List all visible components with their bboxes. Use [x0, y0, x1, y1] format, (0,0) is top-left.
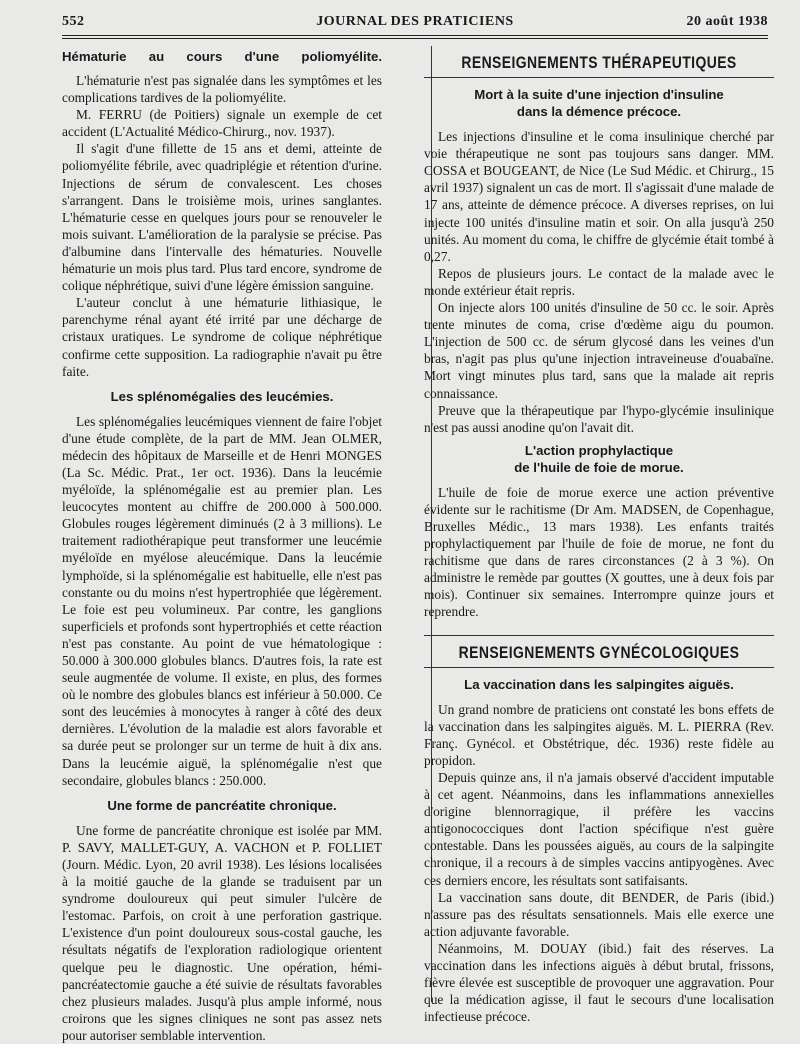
- section-title-therapeutiques: RENSEIGNEMENTS THÉRAPEUTIQUES: [461, 53, 737, 72]
- paragraph: L'hématurie n'est pas signalée dans les symptômes et les complications tardives de la poliomyélite.: [62, 73, 382, 106]
- paragraph: Preuve que la thérapeutique par l'hypo-glycémie insulinique n'est pas aussi anodine qu'on l'avait dit.: [424, 402, 774, 435]
- header-rule-thick: [62, 35, 768, 36]
- paragraph: Une forme de pancréatite chronique est isolée par MM. P. SAVY, MALLET-GUY, A. VACHON et P. FOLLIET (Journ. Médic. Lyon, 20 avril 1938). Les lésions localisées à la moitié gauche de la glande se traduisent par un syndrome douloureux qui peut simuler l'ulcère de l'estomac. Parfois, on croit à une perforation gastrique. L'existence d'un point douloureux sous-costal gauche, les résultats négatifs de l'exploration radiologique orientent quelque peu le diagnostic. Une opération, hémi-pancréatectomie gauche a été suivie de résultats favorables chez plusieurs malades. Jusqu'à plus ample informé, nous croirons que les signes cliniques ne sont pas assez nets pour autoriser semblable intervention.: [62, 822, 382, 1043]
- paragraph: L'huile de foie de morue exerce une action préventive évidente sur le rachitisme (Dr Am. MADSEN, de Copenhague, Bruxelles Médic., 13 mars 1938). Les enfants traités prophylactiquement par l'huile de foie de morue, ne font du rachitisme que dans de rares circonstances (2 à 3 %). On administre le remède par gouttes (X gouttes, une à deux fois par mois). Continuer six semaines. Interrompre quinze jours et reprendre.: [424, 484, 774, 620]
- section-box-gynecologiques: [424, 635, 774, 668]
- section-box-therapeutiques: [424, 48, 774, 78]
- heading-line: de l'huile de foie de morue.: [514, 459, 684, 475]
- heading-hematurie: Hématurie au cours d'une poliomyélite.: [62, 49, 382, 64]
- paragraph: Néanmoins, M. DOUAY (ibid.) fait des réserves. La vaccination dans les infections aiguës à début brutal, frissons, fièvre élevée est susceptible de provoquer une aggravation. Pour que la médication agisse, il faut le secours d'une localisation infectieuse précoce.: [424, 940, 774, 1025]
- journal-title: JOURNAL DES PRATICIENS: [316, 14, 514, 29]
- header-rule-thin: [62, 38, 768, 39]
- right-column: [424, 48, 774, 1025]
- paragraph: Un grand nombre de praticiens ont constaté les bons effets de la vaccination dans les salpingites aiguës. M. L. PIERRA (Rev. Franç. Gynécol. et Obstétrique, déc. 1936) reste fidèle au propidon.: [424, 701, 774, 768]
- running-header: [62, 14, 768, 36]
- paragraph: La vaccination sans doute, dit BENDER, de Paris (ibid.) n'assure pas des résultats sensationnels. Mais elle exerce une action adjuvante favorable.: [424, 889, 774, 939]
- heading-line: L'action prophylactique: [524, 442, 674, 458]
- paragraph: Repos de plusieurs jours. Le contact de la malade avec le monde extérieur était repris.: [424, 265, 774, 298]
- section-title-gynecologiques: RENSEIGNEMENTS GYNÉCOLOGIQUES: [458, 642, 740, 662]
- heading-splenomegalies: Les splénomégalies des leucémies.: [110, 388, 334, 404]
- paragraph: Les injections d'insuline et le coma insulinique cherché par voie thérapeutique ne sont pas toujours sans danger. MM. COSSA et BOUGEANT, de Nice (Le Sud Médic. et Chirurg., 15 avril 1937) signalent un cas de mort. Il s'agissait d'une malade de 17 ans, atteinte de démence précoce. A diverses reprises, on lui injecte 100 unités d'insuline matin et soir. On alla jusqu'à 250 unités. Au moment du coma, le chiffre de glycémie était tombé à 0,27.: [424, 129, 774, 264]
- paragraph: On injecte alors 100 unités d'insuline de 50 cc. le soir. Après trente minutes de coma, crise d'œdème aigu du poumon. L'injection de 500 cc. de sérum glycosé dans les veines d'un bras, n'agit pas plus qu'une injection intraveineuse d'ouabaïne. Mort vingt minutes plus tard, sans que la malade ait repris connaissance.: [424, 300, 774, 401]
- paragraph: Depuis quinze ans, il n'a jamais observé d'accident imputable à cet agent. Néanmoins, dans les inflammations annexielles d'origine blennorragique, il préfère les vaccins antigonococciques dont l'action spécifique n'est guère contestable. Dans les poussées aiguës, au cours de la salpingite chronique, il a recours à de simples vaccins antipyogènes. Avec ces derniers encore, les résultats sont satifaisants.: [424, 770, 774, 888]
- page-number: 552: [62, 14, 85, 29]
- heading-vaccination: La vaccination dans les salpingites aiguës.: [464, 676, 734, 692]
- left-column: [62, 48, 382, 1044]
- heading-insuline: [424, 86, 774, 120]
- heading-pancreatite: Une forme de pancréatite chronique.: [107, 797, 337, 813]
- heading-huile-foie-morue: [424, 442, 774, 476]
- issue-date: 20 août 1938: [686, 14, 768, 29]
- paragraph: Il s'agit d'une fillette de 15 ans et demi, atteinte de poliomyélite fébrile, avec quadriplégie et rétention d'urine. Injections de sérum de convalescent. Les choses s'arrangent. Dans le troisième mois, urines sanglantes. L'hématurie cesse en quelques jours pour se renouveler le mois suivant. L'amélioration de la paralysie se précise. Pas d'albumine dans l'intervalle des hématuries. Nouvelle hématurie un mois plus tard. Plus tard encore, syndrome de colique néphrétique, suivi d'une légère émission sanguine.: [62, 141, 382, 294]
- paragraph: L'auteur conclut à une hématurie lithiasique, le parenchyme rénal ayant été irrité par une décharge de cristaux uratiques. Le syndrome de colique néphrétique confirme cette supposition. La radiographie n'avait pu être faite.: [62, 295, 382, 379]
- heading-line: dans la démence précoce.: [516, 104, 682, 120]
- heading-line: Mort à la suite d'une injection d'insuline: [474, 87, 724, 103]
- paragraph: Les splénomégalies leucémiques viennent de faire l'objet d'une étude complète, de la part de MM. Jean OLMER, médecin des hôpitaux de Marseille et de Henri MONGES (La Sc. Médic. Prat., 1er oct. 1936). Dans la leucémie myéloïde, la splénomégalie est au premier plan. Les leucocytes montent au chiffre de 200.000 à 500.000. Globules rouges légèrement diminués (2 à 3 millions). Le traitement radiothérapique peut transformer une leucémie myéloïde en myélose aleucémique. Dans la leucémie lymphoïde, si la splénomégalie est habituelle, elle n'est pas constante ou du moins n'est hypertrophiée que légèrement. Le foie est peu volumineux. Par contre, les ganglions superficiels et profonds sont hypertrophiés et cette réaction n'est pas constante. Au point de vue hématologique : 50.000 à 300.000 globules blancs. D'autres fois, la rate est seule augmentée de volume. Il existe, en plus, des formes où le nombre des globules blancs est inférieur à 50.000. Ce sont des leucémies à monocytes à ranger à côté des deux dernières. L'évolution de la maladie est alors favorable et sa durée peut se prolonger sur un terme de huit à dix ans. Dans la leucémie aiguë, la splénomégalie n'est que secondaire, globules blancs : 250.000.: [62, 413, 382, 788]
- paragraph: M. FERRU (de Poitiers) signale un exemple de cet accident (L'Actualité Médico-Chirurg., nov. 1937).: [62, 107, 382, 140]
